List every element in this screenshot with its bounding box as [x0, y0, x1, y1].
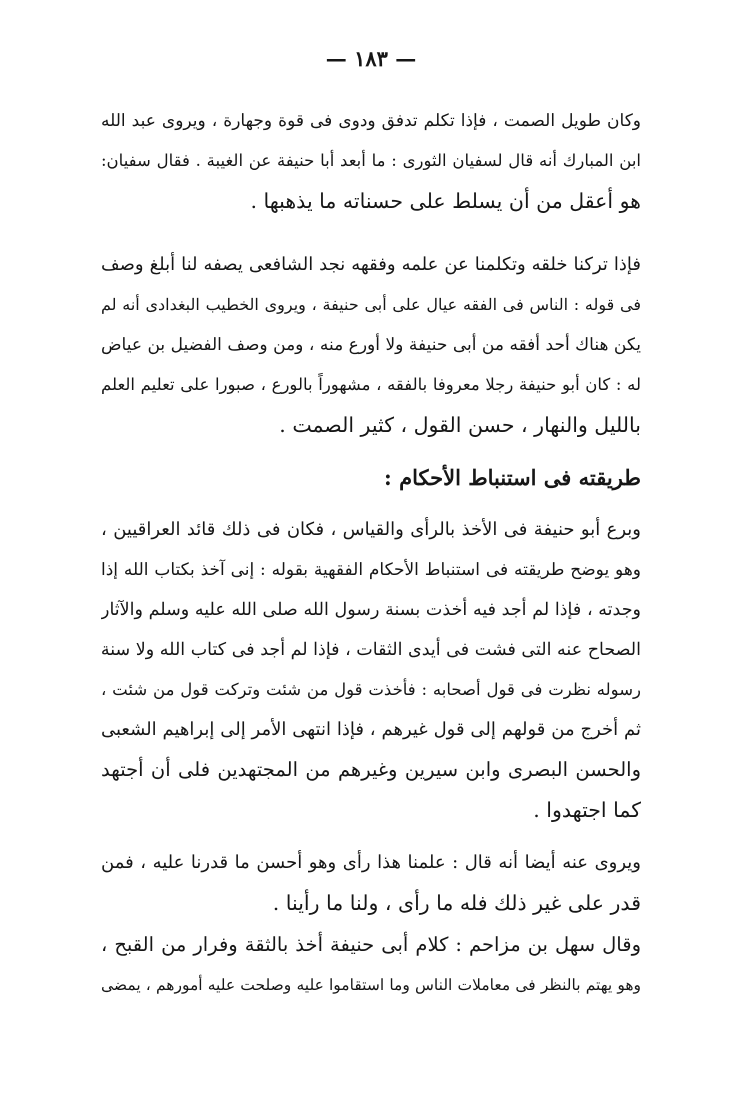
- paragraph-knowledge: [101, 245, 641, 445]
- text-line: بالليل والنهار ، حسن القول ، كثير الصمت .: [279, 413, 641, 437]
- text-line: وكان طويل الصمت ، فإذا تكلم تدفق ودوى فى قوة وجهارة ، ويروى عبد الله: [101, 111, 641, 131]
- text-line: ثم أخرج من قولهم إلى قول غيرهم ، فإذا انتهى الأمر إلى إبراهيم الشعبى: [101, 719, 641, 740]
- text-line: وبرع أبو حنيفة فى الأخذ بالرأى والقياس ، فكان فى ذلك قائد العراقيين ،: [101, 519, 641, 540]
- text-line: له : كان أبو حنيفة رجلا معروفا بالفقه ، مشهوراً بالورع ، صبورا على تعليم العلم: [101, 375, 641, 394]
- text-line: ابن المبارك أنه قال لسفيان الثورى : ما أبعد أبا حنيفة عن الغيبة . فقال سفيان:: [101, 151, 641, 170]
- text-line: وهو يهتم بالنظر فى معاملات الناس وما استقاموا عليه وصلحت عليه أمورهم ، يمضى: [101, 976, 641, 994]
- paragraph-silence: [101, 101, 641, 221]
- text-line: فإذا تركنا خلقه وتكلمنا عن علمه وفقهه نجد الشافعى يصفه لنا أبلغ وصف: [101, 254, 641, 275]
- text-line: وقال سهل بن مزاحم : كلام أبى حنيفة أخذ بالثقة وفرار من القبح ،: [101, 933, 641, 956]
- text-line: الصحاح عنه التى فشت فى أيدى الثقات ، فإذا لم أجد فى كتاب الله ولا سنة: [101, 640, 641, 660]
- page-number: — ١٨٣ —: [325, 46, 417, 71]
- section-heading: طريقته فى استنباط الأحكام :: [384, 465, 641, 490]
- paragraph-opinion: [101, 843, 641, 923]
- text-line: والحسن البصرى وابن سيرين وغيرهم من المجتهدين فلى أن أجتهد: [101, 758, 641, 781]
- text-line: هو أعقل من أن يسلط على حسناته ما يذهبها .: [250, 189, 641, 213]
- text-line: وجدته ، فإذا لم أجد فيه أخذت بسنة رسول الله صلى الله عليه وسلم والآثار: [101, 600, 641, 620]
- text-line: قدر على غير ذلك فله ما رأى ، ولنا ما رأينا .: [272, 891, 641, 915]
- text-line: وهو يوضح طريقته فى استنباط الأحكام الفقهية بقوله : إنى آخذ بكتاب الله إذا: [101, 560, 641, 580]
- paragraph-method: [101, 510, 641, 830]
- text-line: كما اجتهدوا .: [533, 798, 641, 822]
- paragraph-sahl: [101, 925, 641, 1005]
- text-line: يكن هناك أحد أفقه من أبى حنيفة ولا أورع منه ، ومن وصف الفضيل بن عياض: [101, 335, 641, 355]
- text-line: رسوله نظرت فى قول أصحابه : فأخذت قول من شئت وتركت قول من شئت ،: [101, 680, 641, 699]
- text-line: ويروى عنه أيضا أنه قال : علمنا هذا رأى وهو أحسن ما قدرنا عليه ، فمن: [101, 852, 641, 873]
- text-line: فى قوله : الناس فى الفقه عيال على أبى حنيفة ، ويروى الخطيب البغدادى أنه لم: [101, 295, 641, 314]
